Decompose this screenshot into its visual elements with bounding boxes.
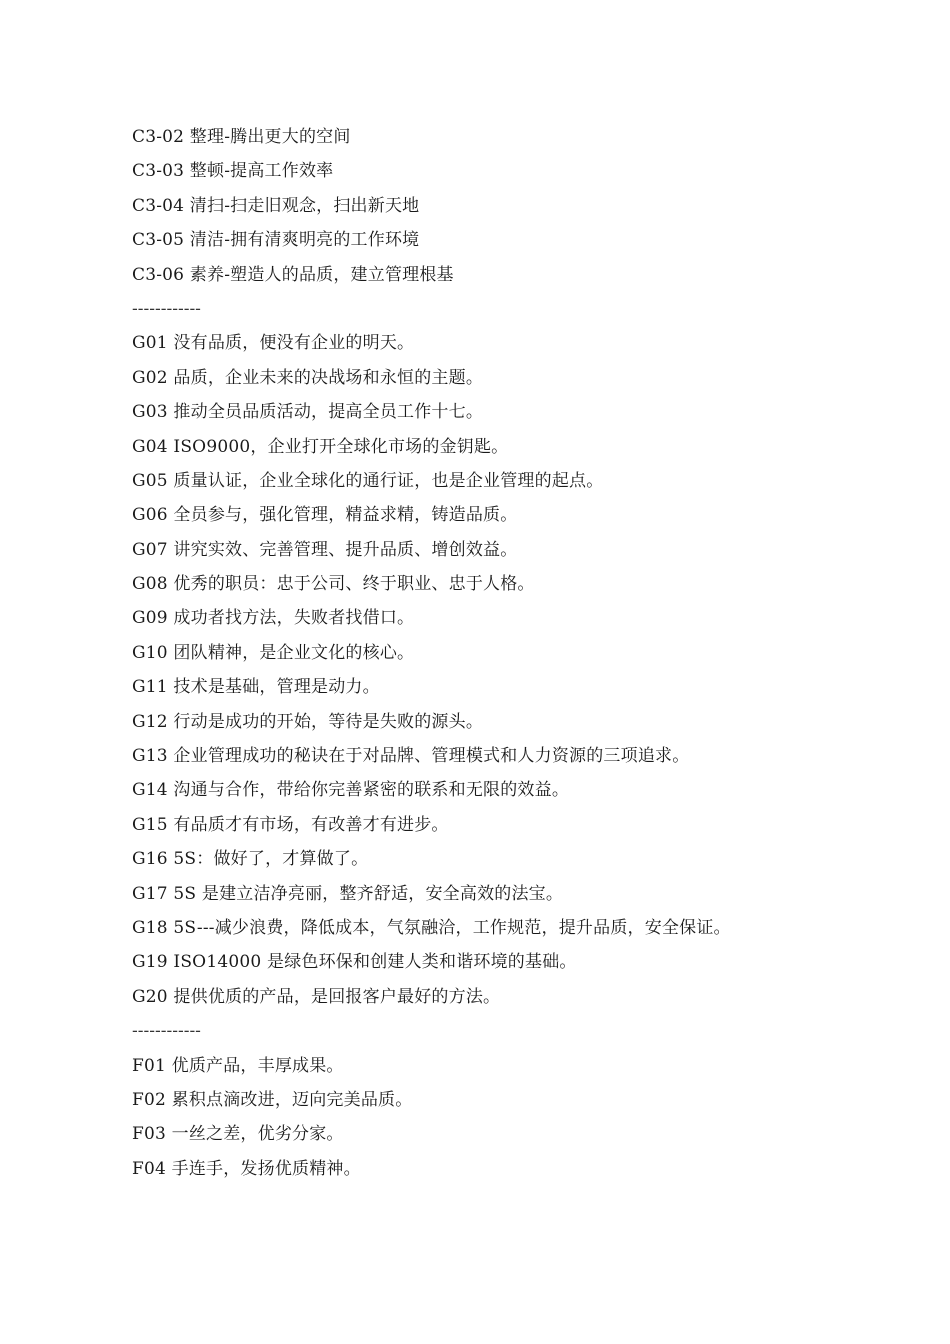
text-line-g04: G04 ISO9000，企业打开全球化市场的金钥匙。: [132, 436, 509, 457]
text-line-g14: G14 沟通与合作，带给你完善紧密的联系和无限的效益。: [132, 780, 570, 801]
text-line-f04: F04 手连手，发扬优质精神。: [132, 1158, 361, 1179]
text-line-g07: G07 讲究实效、完善管理、提升品质、增创效益。: [132, 539, 518, 560]
text-line-c3-06: C3-06 素养-塑造人的品质，建立管理根基: [132, 264, 454, 285]
text-line-g03: G03 推动全员品质活动，提高全员工作十七。: [132, 402, 484, 423]
separator-line: ------------: [132, 1021, 201, 1042]
document-body: [132, 122, 912, 1188]
text-line-g18: G18 5S---减少浪费，降低成本，气氛融洽，工作规范，提升品质，安全保证。: [132, 917, 731, 938]
text-line-f02: F02 累积点滴改进，迈向完美品质。: [132, 1089, 413, 1110]
separator-line: ------------: [132, 298, 201, 319]
text-line-g05: G05 质量认证，企业全球化的通行证，也是企业管理的起点。: [132, 470, 604, 491]
text-line-g20: G20 提供优质的产品，是回报客户最好的方法。: [132, 986, 501, 1007]
text-line-g10: G10 团队精神，是企业文化的核心。: [132, 642, 415, 663]
text-line-c3-05: C3-05 清洁-拥有清爽明亮的工作环境: [132, 230, 420, 251]
text-line-g01: G01 没有品质，便没有企业的明天。: [132, 333, 415, 354]
text-line-c3-04: C3-04 清扫-扫走旧观念，扫出新天地: [132, 195, 420, 216]
text-line-g02: G02 品质，企业未来的决战场和永恒的主题。: [132, 367, 484, 388]
text-line-g19: G19 ISO14000 是绿色环保和创建人类和谐环境的基础。: [132, 952, 577, 973]
text-line-g15: G15 有品质才有市场，有改善才有进步。: [132, 814, 449, 835]
text-line-f03: F03 一丝之差，优劣分家。: [132, 1124, 344, 1145]
text-line-c3-02: C3-02 整理-腾出更大的空间: [132, 127, 351, 147]
text-line-g12: G12 行动是成功的开始，等待是失败的源头。: [132, 711, 484, 732]
text-line-f01: F01 优质产品，丰厚成果。: [132, 1055, 344, 1076]
text-line-g06: G06 全员参与，强化管理，精益求精，铸造品质。: [132, 505, 518, 526]
text-line-c3-03: C3-03 整顿-提高工作效率: [132, 161, 334, 182]
text-line-g16: G16 5S：做好了，才算做了。: [132, 849, 369, 870]
text-line-g09: G09 成功者找方法，失败者找借口。: [132, 608, 415, 629]
text-line-g11: G11 技术是基础，管理是动力。: [132, 677, 380, 698]
text-line-g17: G17 5S 是建立洁净亮丽，整齐舒适，安全高效的法宝。: [132, 883, 564, 904]
text-line-g13: G13 企业管理成功的秘诀在于对品牌、管理模式和人力资源的三项追求。: [132, 746, 690, 767]
text-line-g08: G08 优秀的职员：忠于公司、终于职业、忠于人格。: [132, 574, 535, 595]
